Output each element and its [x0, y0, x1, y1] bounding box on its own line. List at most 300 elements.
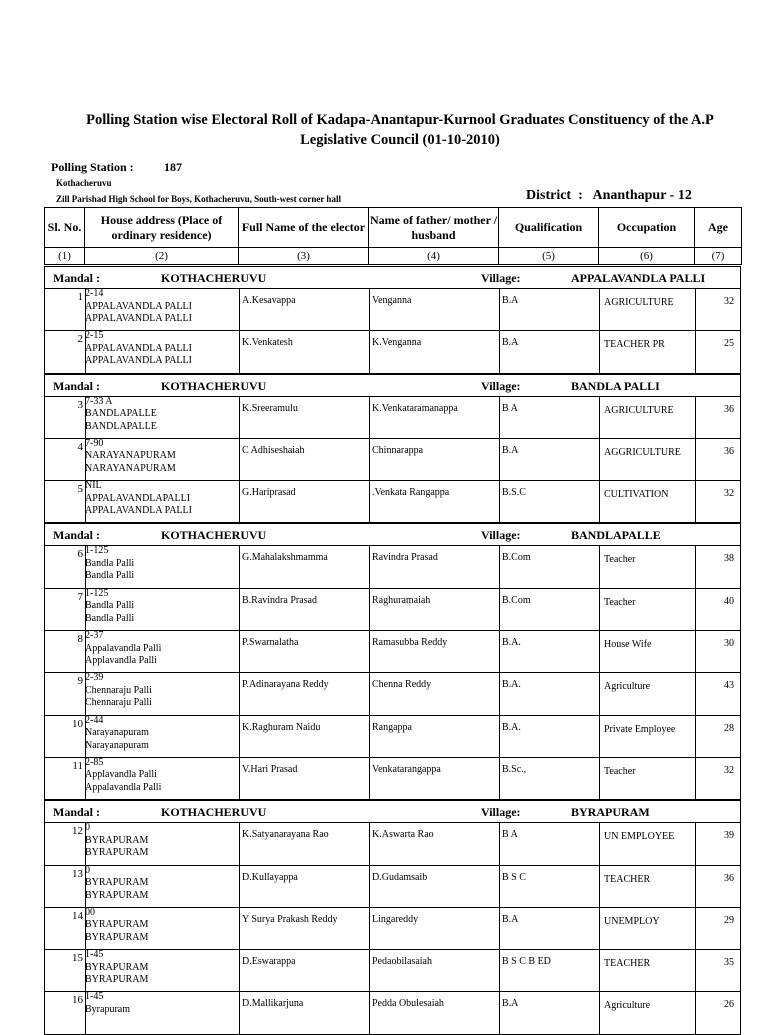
serial-number: 12: [72, 825, 83, 838]
mandal-header: [44, 800, 741, 823]
occupation: TEACHER: [604, 958, 651, 970]
house-number: 2-44: [85, 714, 104, 726]
column-divider: [369, 673, 370, 714]
column-divider: [599, 866, 600, 907]
column-divider: [695, 758, 696, 799]
table-row: [44, 866, 741, 908]
house-number: 0: [85, 822, 90, 834]
station-location: Zill Parishad High School for Boys, Kothacheruvu, South-west corner hall: [56, 194, 341, 204]
occupation: Private Employee: [604, 723, 676, 735]
column-divider: [695, 631, 696, 672]
father-name: Ramasubba Reddy: [372, 637, 448, 649]
address-line: Bandla Palli: [85, 570, 135, 582]
address-line: BYRAPURAM: [85, 919, 149, 931]
column-divider: [369, 758, 370, 799]
elector-name: G.Hariprasad: [242, 487, 296, 499]
column-divider: [599, 546, 600, 587]
elector-name: Y Surya Prakash Reddy: [242, 913, 338, 925]
qualification: B.A: [502, 444, 519, 456]
elector-name: D.Kullayappa: [242, 871, 298, 883]
qualification: B.A: [502, 337, 519, 349]
col-num-6: (6): [599, 248, 695, 265]
header-full-name: Full Name of the elector: [239, 208, 369, 248]
qualification: B A: [502, 829, 518, 841]
elector-name: D.Eswarappa: [242, 956, 296, 968]
occupation: Teacher: [604, 596, 636, 608]
station-village: Kothacheruvu: [56, 178, 112, 188]
serial-number: 11: [72, 759, 83, 772]
column-divider: [239, 992, 240, 1033]
column-divider: [499, 866, 500, 907]
column-divider: [599, 716, 600, 757]
table-row: [44, 908, 741, 950]
column-divider: [369, 481, 370, 522]
village-label: Village:: [481, 805, 521, 820]
village-name: BANDLA PALLI: [571, 378, 660, 393]
house-number: 2-14: [85, 288, 104, 299]
column-divider: [499, 908, 500, 949]
age: 40: [724, 595, 734, 607]
address-line: NARAYANAPURAM: [85, 462, 176, 474]
occupation: UNEMPLOY: [604, 915, 660, 927]
column-divider: [239, 331, 240, 372]
address-line: Bandla Palli: [85, 600, 135, 612]
column-divider: [369, 866, 370, 907]
table-row: [44, 589, 741, 631]
column-divider: [499, 950, 500, 991]
father-name: Ravindra Prasad: [372, 552, 438, 564]
house-address: [85, 865, 148, 903]
address-line: Narayanapuram: [85, 739, 149, 751]
house-address: [85, 480, 192, 518]
column-divider: [695, 546, 696, 587]
house-address: [85, 991, 130, 1016]
father-name: Pedaobilasaiah: [372, 956, 432, 968]
occupation: House Wife: [604, 639, 652, 651]
mandal-header: [44, 374, 741, 397]
mandal-label: Mandal :: [53, 271, 101, 285]
father-name: Venkatarangappa: [372, 763, 441, 775]
address-line: Applavandla Palli: [85, 655, 157, 667]
house-number: 2-15: [85, 330, 104, 342]
village-label: Village:: [481, 271, 521, 285]
table-row: [44, 758, 741, 800]
occupation: CULTIVATION: [604, 489, 669, 501]
address-line: APPALAVANDLA PALLI: [85, 355, 192, 367]
house-number: 0: [85, 864, 90, 876]
column-divider: [695, 673, 696, 714]
column-divider: [599, 589, 600, 630]
age: 28: [724, 722, 734, 734]
house-address: [85, 822, 148, 860]
village-name: BYRAPURAM: [571, 805, 650, 820]
column-divider: [239, 716, 240, 757]
father-name: Venganna: [372, 295, 412, 306]
address-line: Chennaraju Palli: [85, 684, 152, 696]
occupation: UN EMPLOYEE: [604, 831, 675, 843]
column-divider: [599, 992, 600, 1033]
address-line: Bandla Palli: [85, 557, 135, 569]
column-divider: [695, 397, 696, 438]
column-divider: [239, 950, 240, 991]
electoral-roll-body: [44, 266, 741, 1035]
table-row: [44, 716, 741, 758]
qualification: B.A: [502, 295, 519, 306]
house-address: [85, 672, 152, 710]
age: 32: [724, 296, 734, 307]
address-line: APPALAVANDLA PALLI: [85, 342, 192, 354]
address-line: APPALAVANDLA PALLI: [85, 313, 192, 324]
qualification: B.A: [502, 913, 519, 925]
column-divider: [499, 481, 500, 522]
column-divider: [695, 950, 696, 991]
header-occupation: Occupation: [599, 208, 695, 248]
mandal-header: [44, 266, 741, 289]
father-name: D.Gudamsaib: [372, 871, 428, 883]
father-name: Pedda Obulesaiah: [372, 998, 444, 1010]
house-number: 1-45: [85, 991, 104, 1003]
house-number: 1-125: [85, 587, 109, 599]
elector-name: B.Ravindra Prasad: [242, 594, 317, 606]
header-qualification: Qualification: [499, 208, 599, 248]
column-divider: [369, 908, 370, 949]
table-row: [44, 289, 741, 331]
column-divider: [599, 631, 600, 672]
column-divider: [695, 439, 696, 480]
father-name: Raghuramaiah: [372, 594, 431, 606]
occupation: AGGRICULTURE: [604, 446, 681, 458]
address-line: BYRAPURAM: [85, 889, 149, 901]
column-divider: [369, 546, 370, 587]
age: 36: [724, 403, 734, 415]
village-name: BANDLAPALLE: [571, 528, 661, 543]
address-line: Byrapuram: [85, 1003, 130, 1015]
address-line: BYRAPURAM: [85, 834, 149, 846]
column-divider: [599, 950, 600, 991]
column-divider: [369, 439, 370, 480]
table-header: [44, 207, 742, 265]
column-divider: [239, 631, 240, 672]
address-line: APPALAVANDLA PALLI: [85, 505, 192, 517]
serial-number: 14: [72, 909, 83, 922]
mandal-name: KOTHACHERUVU: [161, 805, 267, 820]
table-row: [44, 481, 741, 523]
age: 36: [724, 445, 734, 457]
address-line: APPALAVANDLAPALLI: [85, 492, 191, 504]
address-line: BYRAPURAM: [85, 877, 149, 889]
house-address: [85, 545, 134, 583]
age: 43: [724, 680, 734, 692]
column-divider: [499, 823, 500, 864]
table-row: [44, 950, 741, 992]
father-name: Lingareddy: [372, 913, 419, 925]
house-number: 2-85: [85, 756, 104, 768]
polling-station-label: Polling Station :: [51, 160, 134, 174]
occupation: Teacher: [604, 554, 636, 566]
document-title: [40, 110, 760, 150]
elector-name: G.Mahalakshmamma: [242, 552, 328, 564]
column-divider: [239, 758, 240, 799]
house-address: [85, 907, 148, 945]
column-divider: [499, 439, 500, 480]
elector-name: K.Satyanarayana Rao: [242, 829, 329, 841]
occupation: Teacher: [604, 765, 636, 777]
father-name: Rangappa: [372, 721, 412, 733]
column-divider: [239, 589, 240, 630]
column-divider: [499, 673, 500, 714]
qualification: B.A: [502, 998, 519, 1010]
age: 26: [724, 999, 734, 1011]
header-father-name: Name of father/ mother / husband: [369, 208, 499, 248]
father-name: .Venkata Rangappa: [372, 487, 450, 499]
serial-number: 8: [77, 633, 83, 646]
house-address: [85, 396, 157, 434]
table-row: [44, 397, 741, 439]
column-divider: [499, 289, 500, 330]
elector-name: P.Swarnalatha: [242, 637, 299, 649]
column-divider: [239, 823, 240, 864]
address-line: BYRAPURAM: [85, 931, 149, 943]
qualification: B A: [502, 402, 518, 414]
house-address: [85, 757, 161, 795]
column-divider: [499, 397, 500, 438]
column-divider: [239, 908, 240, 949]
qualification: B.Com: [502, 552, 531, 564]
elector-name: P.Adinarayana Reddy: [242, 679, 329, 691]
serial-number: 4: [77, 440, 83, 453]
occupation: Agriculture: [604, 681, 651, 693]
address-line: BANDLAPALLE: [85, 408, 157, 420]
district: [526, 188, 692, 204]
qualification: B.A.: [502, 637, 521, 649]
column-divider: [369, 950, 370, 991]
qualification: B.A.: [502, 721, 521, 733]
table-row: [44, 631, 741, 673]
age: 25: [724, 338, 734, 350]
column-divider: [369, 992, 370, 1033]
age: 32: [724, 488, 734, 500]
age: 35: [724, 957, 734, 969]
column-divider: [599, 673, 600, 714]
column-divider: [599, 823, 600, 864]
polling-station: [51, 160, 182, 175]
column-divider: [599, 439, 600, 480]
district-value: Ananthapur - 12: [592, 188, 692, 203]
occupation: AGRICULTURE: [604, 297, 674, 308]
col-num-5: (5): [499, 248, 599, 265]
column-divider: [499, 589, 500, 630]
occupation: Agriculture: [604, 1000, 651, 1012]
column-divider: [499, 331, 500, 372]
column-divider: [695, 481, 696, 522]
address-line: NARAYANAPURAM: [85, 450, 176, 462]
house-number: 1-45: [85, 949, 104, 961]
column-divider: [695, 866, 696, 907]
mandal-label: Mandal :: [53, 805, 101, 820]
house-address: [85, 715, 149, 753]
column-divider: [239, 397, 240, 438]
house-address: [85, 630, 161, 668]
mandal-label: Mandal :: [53, 378, 101, 393]
serial-number: 16: [72, 994, 83, 1007]
column-divider: [239, 289, 240, 330]
serial-number: 13: [72, 867, 83, 880]
column-divider: [499, 992, 500, 1033]
father-name: K.Aswarta Rao: [372, 829, 434, 841]
column-divider: [369, 589, 370, 630]
village-label: Village:: [481, 528, 521, 543]
column-divider: [599, 331, 600, 372]
serial-number: 1: [77, 291, 83, 303]
address-line: BYRAPURAM: [85, 974, 149, 986]
house-number: NIL: [85, 480, 102, 492]
age: 29: [724, 914, 734, 926]
elector-name: K.Venkatesh: [242, 337, 293, 349]
house-address: [85, 288, 192, 326]
qualification: B.A.: [502, 679, 521, 691]
address-line: Chennaraju Palli: [85, 697, 152, 709]
address-line: APPALAVANDLA PALLI: [85, 300, 192, 312]
elector-name: A.Kesavappa: [242, 295, 296, 306]
house-number: 1-125: [85, 545, 109, 557]
column-divider: [369, 331, 370, 372]
elector-name: K.Raghuram Naidu: [242, 721, 321, 733]
column-divider: [599, 481, 600, 522]
mandal-label: Mandal :: [53, 528, 101, 543]
address-line: BANDLAPALLE: [85, 420, 157, 432]
address-line: BYRAPURAM: [85, 961, 149, 973]
header-sl: Sl. No.: [45, 208, 85, 248]
column-divider: [599, 758, 600, 799]
column-divider: [369, 289, 370, 330]
column-divider: [239, 673, 240, 714]
column-divider: [499, 758, 500, 799]
column-divider: [499, 631, 500, 672]
table-row: [44, 992, 741, 1034]
address-line: Narayanapuram: [85, 727, 149, 739]
title-line-2: Legislative Council (01-10-2010): [300, 132, 500, 148]
mandal-name: KOTHACHERUVU: [161, 271, 267, 285]
mandal-name: KOTHACHERUVU: [161, 528, 267, 543]
father-name: Chenna Reddy: [372, 679, 432, 691]
occupation: AGRICULTURE: [604, 404, 674, 416]
elector-name: C Adhiseshaiah: [242, 444, 305, 456]
column-divider: [239, 439, 240, 480]
col-num-4: (4): [369, 248, 499, 265]
age: 36: [724, 872, 734, 884]
house-number: 7-90: [85, 437, 104, 449]
column-divider: [695, 908, 696, 949]
house-number: 00: [85, 906, 95, 918]
house-address: [85, 330, 192, 368]
address-line: BYRAPURAM: [85, 847, 149, 859]
elector-name: V.Hari Prasad: [242, 763, 298, 775]
table-row: [44, 823, 741, 865]
age: 32: [724, 764, 734, 776]
occupation: TEACHER PR: [604, 339, 665, 351]
column-divider: [695, 289, 696, 330]
col-num-1: (1): [45, 248, 85, 265]
column-divider: [599, 908, 600, 949]
address-line: Bandla Palli: [85, 612, 135, 624]
column-divider: [695, 716, 696, 757]
serial-number: 3: [77, 398, 83, 411]
house-number: 7-33 A: [85, 395, 113, 407]
column-divider: [499, 716, 500, 757]
occupation: TEACHER: [604, 873, 651, 885]
father-name: K.Venkataramanappa: [372, 402, 458, 414]
serial-number: 10: [72, 717, 83, 730]
age: 38: [724, 553, 734, 565]
column-divider: [599, 397, 600, 438]
mandal-name: KOTHACHERUVU: [161, 378, 267, 393]
house-address: [85, 438, 176, 476]
serial-number: 6: [77, 548, 83, 561]
house-number: 2-37: [85, 630, 104, 642]
col-num-3: (3): [239, 248, 369, 265]
col-num-2: (2): [85, 248, 239, 265]
column-divider: [239, 481, 240, 522]
house-number: 2-39: [85, 672, 104, 684]
column-divider: [369, 397, 370, 438]
serial-number: 15: [72, 952, 83, 965]
address-line: Applavandla Palli: [85, 769, 157, 781]
column-divider: [239, 866, 240, 907]
title-line-1: Polling Station wise Electoral Roll of Kadapa-Anantapur-Kurnool Graduates Constituency of the A.P: [86, 112, 714, 128]
col-num-7: (7): [695, 248, 742, 265]
column-divider: [695, 823, 696, 864]
table-row: [44, 546, 741, 588]
column-divider: [369, 716, 370, 757]
qualification: B.Sc.,: [502, 763, 527, 775]
table-row: [44, 673, 741, 715]
serial-number: 2: [77, 333, 83, 346]
serial-number: 5: [77, 483, 83, 496]
village-name: APPALAVANDLA PALLI: [571, 271, 706, 285]
father-name: K.Venganna: [372, 337, 422, 349]
age: 30: [724, 638, 734, 650]
column-divider: [695, 992, 696, 1033]
village-label: Village:: [481, 378, 521, 393]
father-name: Chinnarappa: [372, 444, 424, 456]
column-divider: [499, 546, 500, 587]
column-divider: [239, 546, 240, 587]
qualification: B.S.C: [502, 487, 526, 499]
column-divider: [369, 631, 370, 672]
header-age: Age: [695, 208, 742, 248]
table-row: [44, 439, 741, 481]
mandal-header: [44, 523, 741, 546]
qualification: B S C: [502, 871, 526, 883]
house-address: [85, 949, 148, 987]
column-divider: [695, 589, 696, 630]
address-line: Appalavandla Palli: [85, 642, 162, 654]
serial-number: 9: [77, 675, 83, 688]
qualification: B S C B ED: [502, 956, 551, 968]
header-house-address: House address (Place of ordinary residence): [85, 208, 239, 248]
polling-station-number: 187: [164, 160, 182, 174]
column-divider: [599, 289, 600, 330]
house-address: [85, 588, 134, 626]
table-row: [44, 331, 741, 373]
elector-name: K.Sreeramulu: [242, 402, 298, 414]
district-label: District :: [526, 188, 583, 203]
address-line: Appalavandla Palli: [85, 781, 162, 793]
qualification: B.Com: [502, 594, 531, 606]
column-divider: [695, 331, 696, 372]
elector-name: D.Mallikarjuna: [242, 998, 304, 1010]
age: 39: [724, 830, 734, 842]
